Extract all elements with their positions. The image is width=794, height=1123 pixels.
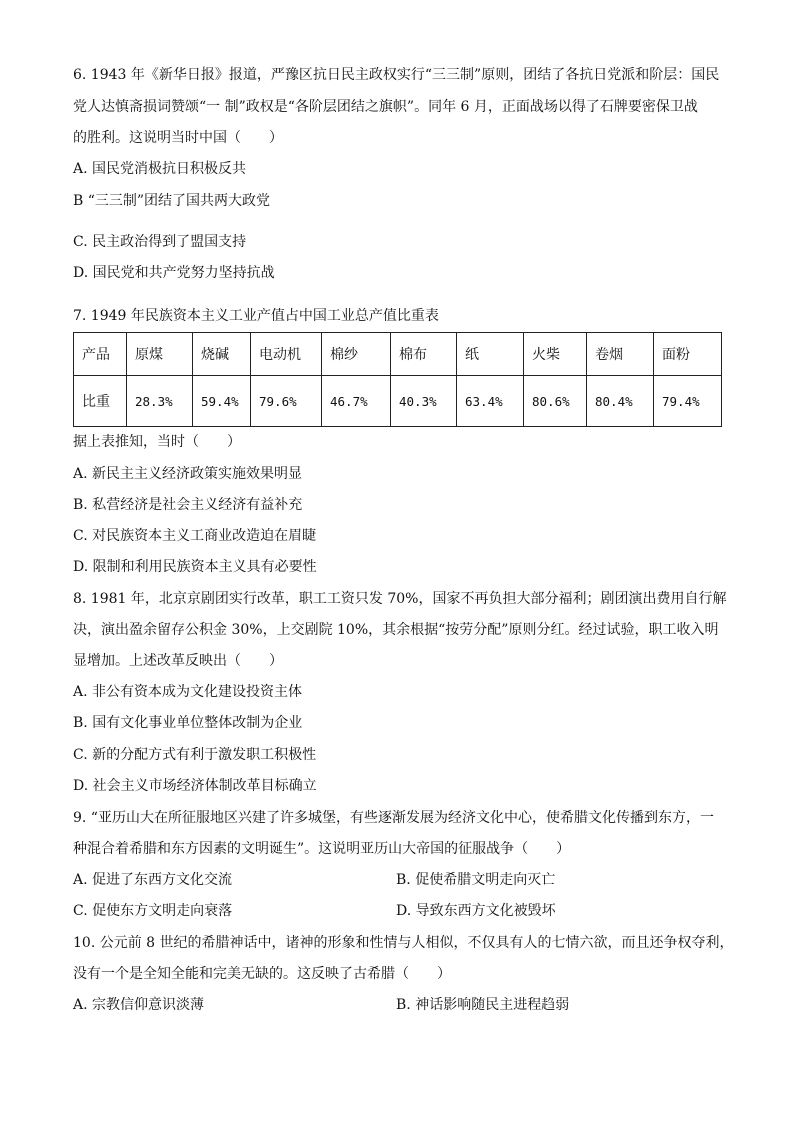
q7-option-d: D. 限制和利用民族资本主义具有必要性 — [73, 559, 317, 575]
table-cell: 80.6% — [524, 376, 587, 427]
table-header-cell: 纸 — [457, 333, 524, 376]
q9-option-a: A. 促进了东西方文化交流 — [73, 872, 233, 888]
q10-option-a: A. 宗教信仰意识淡薄 — [73, 997, 205, 1013]
q9-option-d: D. 导致东西方文化被毁坏 — [396, 903, 556, 919]
q9-stem-line-2: 种混合着希腊和东方因素的文明诞生”。这说明亚历山大帝国的征服战争（ ） — [73, 841, 571, 857]
q6-stem-line-2: 党人达慎斋损词赞颂“一 制”政权是“各阶层团结之旗帜”。同年 6 月，正面战场以得了石牌要密保卫战 — [73, 99, 698, 115]
table-cell: 80.4% — [587, 376, 654, 427]
q6-option-a: A. 国民党消极抗日积极反共 — [73, 161, 247, 177]
table-cell: 40.3% — [391, 376, 457, 427]
q7-option-a: A. 新民主主义经济政策实施效果明显 — [73, 466, 303, 482]
table-header-cell: 火柴 — [524, 333, 587, 376]
table-cell: 79.6% — [251, 376, 322, 427]
table-header-cell: 棉纱 — [322, 333, 391, 376]
table-cell: 28.3% — [127, 376, 193, 427]
q7-stem: 据上表推知，当时（ ） — [73, 434, 241, 450]
table-header-row — [74, 333, 722, 376]
q7-option-b: B. 私营经济是社会主义经济有益补充 — [73, 497, 303, 513]
q8-option-c: C. 新的分配方式有利于激发职工积极性 — [73, 747, 317, 763]
q10-stem-line-1: 10. 公元前 8 世纪的希腊神话中，诸神的形象和性情与人相似，不仅具有人的七情六欲，而且还争权夺利， — [73, 935, 734, 951]
q9-option-b: B. 促使希腊文明走向灭亡 — [396, 872, 556, 888]
q6-option-d: D. 国民党和共产党努力坚持抗战 — [73, 265, 275, 281]
table-header-cell: 面粉 — [654, 333, 722, 376]
table-header-cell: 电动机 — [251, 333, 322, 376]
table-header-cell: 产品 — [74, 333, 127, 376]
q8-stem-line-2: 决，演出盈余留存公积金 30%，上交剧院 10%，其余根据“按劳分配”原则分红。经过试验，职工收入明 — [73, 622, 719, 638]
table-row — [74, 376, 722, 427]
table-cell: 63.4% — [457, 376, 524, 427]
q6-stem-line-1: 6. 1943 年《新华日报》报道，严豫区抗日民主政权实行“三三制”原则，团结了各抗日党派和阶层：国民 — [73, 67, 720, 83]
q8-option-a: A. 非公有资本成为文化建设投资主体 — [73, 684, 303, 700]
q8-option-b: B. 国有文化事业单位整体改制为企业 — [73, 715, 303, 731]
q7-title: 7. 1949 年民族资本主义工业产值占中国工业总产值比重表 — [73, 308, 439, 324]
table-cell: 79.4% — [654, 376, 722, 427]
q8-stem-line-3: 显增加。上述改革反映出（ ） — [73, 653, 283, 669]
table-header-cell: 原煤 — [127, 333, 193, 376]
q10-option-b: B. 神话影响随民主进程趋弱 — [396, 997, 570, 1013]
table-header-cell: 棉布 — [391, 333, 457, 376]
table-row-label: 比重 — [74, 376, 127, 427]
q8-stem-line-1: 8. 1981 年，北京京剧团实行改革，职工工资只发 70%，国家不再负担大部分福利；剧团演出费用自行解 — [73, 591, 727, 607]
q6-stem-line-3: 的胜利。这说明当时中国（ ） — [73, 130, 283, 146]
table-cell: 46.7% — [322, 376, 391, 427]
q6-option-c: C. 民主政治得到了盟国支持 — [73, 234, 247, 250]
q6-option-b: B “三三制”团结了国共两大政党 — [73, 193, 271, 209]
table-header-cell: 卷烟 — [587, 333, 654, 376]
q7-option-c: C. 对民族资本主义工商业改造迫在眉睫 — [73, 528, 317, 544]
table-header-cell: 烧碱 — [193, 333, 251, 376]
q7-data-table — [73, 332, 722, 427]
q9-option-c: C. 促使东方文明走向衰落 — [73, 903, 233, 919]
q10-stem-line-2: 没有一个是全知全能和完美无缺的。这反映了古希腊（ ） — [73, 966, 451, 982]
table-cell: 59.4% — [193, 376, 251, 427]
q9-stem-line-1: 9. “亚历山大在所征服地区兴建了许多城堡，有些逐渐发展为经济文化中心，使希腊文化传播到东方，一 — [73, 810, 714, 826]
q8-option-d: D. 社会主义市场经济体制改革目标确立 — [73, 778, 317, 794]
